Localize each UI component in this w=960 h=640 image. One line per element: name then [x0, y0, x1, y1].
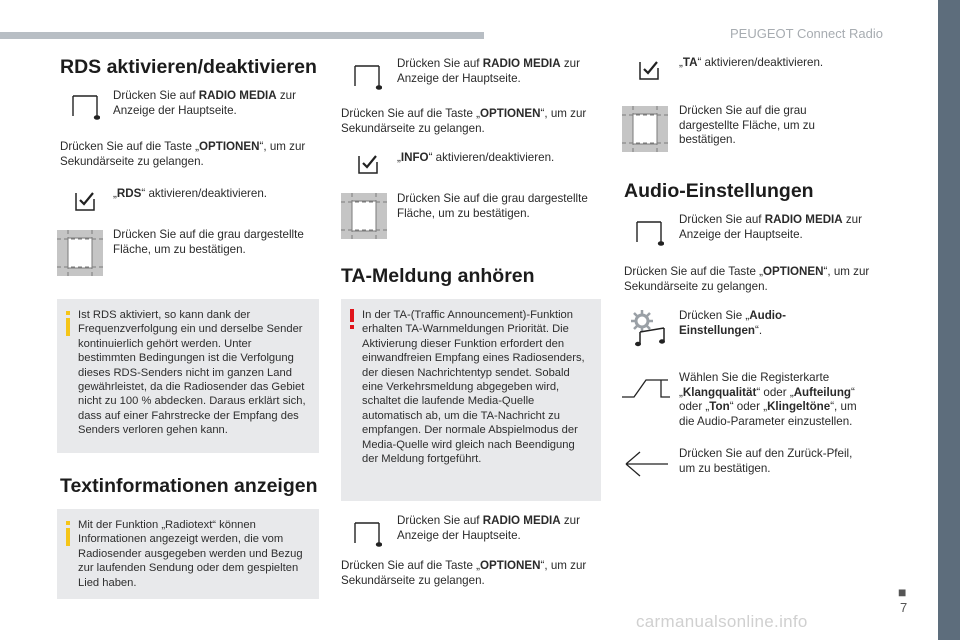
page-number: 7	[900, 600, 908, 615]
end-marker: ■	[898, 584, 907, 600]
rds-heading: RDS aktivieren/deaktivieren	[60, 56, 317, 78]
rds-info-text: Ist RDS aktiviert, so kann dank der Frequenzverfolgung ein und derselbe Sender kontinuierlich gehört werden. Unter bestimmten Bedingungen ist die Verfolgung dieses RDS-Senders nicht im ganzen Land gewährleistet, da die Radiosender das Gebiet nicht zu 100 % abdecken. Daraus erklärt sich, dass auf einer Fahrstrecke der Empfang des Senders verloren gehen kann.	[78, 309, 306, 437]
exclamation-icon	[349, 309, 355, 329]
textinfo-step-confirm: Drücken Sie auf die grau dargestellte Fläche, um zu bestätigen.	[397, 192, 588, 220]
tab-icon	[622, 377, 670, 399]
ta-warning-box	[341, 299, 601, 501]
side-bar	[938, 0, 960, 640]
textinfo-step-radio-media: Drücken Sie auf RADIO MEDIA zur Anzeige der Hauptseite.	[397, 57, 580, 85]
textinfo-step-toggle: „INFO“ aktivieren/deaktivieren.	[397, 151, 555, 164]
checkbox-icon	[74, 190, 98, 212]
grey-area-icon	[341, 193, 387, 239]
music-note-icon	[70, 92, 100, 122]
ta-step-toggle: „TA“ aktivieren/deaktivieren.	[679, 56, 824, 69]
music-note-icon	[634, 218, 664, 248]
grey-area-icon	[622, 106, 668, 152]
rds-step-toggle: „RDS“ aktivieren/deaktivieren.	[113, 187, 268, 200]
music-note-icon	[352, 62, 382, 92]
music-note-icon	[352, 519, 382, 549]
ta-warning-text: In der TA-(Traffic Announcement)-Funktion erhalten TA-Warnmeldungen Priorität. Die Aktivierung dieser Funktion erfordert den einwandfreien Empfang eines Radiosenders, der diesen Nachrichtentyp sendet. Sobald eine Verkehrsmeldung abgegeben wird, schaltet die laufende Media-Quelle automatisch ab, um die TA-Nachricht zu empfangen. Der normale Abspielmodus der Media-Quelle wird gleich nach Beendigung der Meldung fortgeführt.	[362, 309, 585, 466]
back-arrow-icon	[624, 449, 670, 479]
info-bar-icon	[66, 521, 70, 561]
ta-step-radio-media: Drücken Sie auf RADIO MEDIA zur Anzeige der Hauptseite.	[397, 514, 580, 542]
textinfo-step-optionen: Drücken Sie auf die Taste „OPTIONEN“, um zur Sekundärseite zu gelangen.	[341, 107, 587, 135]
checkbox-icon	[357, 153, 381, 175]
manual-title: PEUGEOT Connect Radio	[730, 26, 883, 41]
audio-step-optionen: Drücken Sie auf die Taste „OPTIONEN“, um zur Sekundärseite zu gelangen.	[624, 265, 870, 293]
rds-info-box	[57, 299, 319, 453]
audio-step-back: Drücken Sie auf den Zurück-Pfeil, um zu bestätigen.	[679, 447, 853, 475]
header-bar	[0, 32, 484, 39]
textinfo-info-text: Mit der Funktion „Radiotext“ können Informationen angezeigt werden, die vom Radiosender ausgegeben werden und Bezug zur laufenden Sendung oder dem gespielten Lied haben.	[78, 519, 303, 589]
rds-step-radio-media: Drücken Sie auf RADIO MEDIA zur Anzeige der Hauptseite.	[113, 89, 296, 117]
grey-area-icon	[57, 230, 103, 276]
audio-step-settings: Drücken Sie „Audio-Einstellungen“.	[679, 309, 786, 337]
ta-step-confirm: Drücken Sie auf die grau dargestellte Fläche, um zu bestätigen.	[679, 104, 815, 147]
rds-step-optionen: Drücken Sie auf die Taste „OPTIONEN“, um zur Sekundärseite zu gelangen.	[60, 140, 306, 168]
info-bar-icon	[66, 311, 70, 441]
ta-heading: TA-Meldung anhören	[341, 265, 535, 287]
textinfo-heading: Textinformationen anzeigen	[60, 475, 318, 497]
watermark: carmanualsonline.info	[636, 612, 808, 631]
ta-step-optionen: Drücken Sie auf die Taste „OPTIONEN“, um zur Sekundärseite zu gelangen.	[341, 559, 587, 587]
audio-step-radio-media: Drücken Sie auf RADIO MEDIA zur Anzeige der Hauptseite.	[679, 213, 862, 241]
audio-heading: Audio-Einstellungen	[624, 180, 814, 202]
audio-step-tabs: Wählen Sie die Registerkarte „Klangqualität“ oder „Aufteilung“ oder „Ton“ oder „Klingeltöne“, um die Audio-Parameter einzustellen.	[679, 371, 857, 428]
textinfo-info-box	[57, 509, 319, 599]
checkbox-icon	[638, 59, 662, 81]
rds-step-confirm: Drücken Sie auf die grau dargestellte Fläche, um zu bestätigen.	[113, 228, 304, 256]
settings-music-icon	[628, 308, 668, 348]
